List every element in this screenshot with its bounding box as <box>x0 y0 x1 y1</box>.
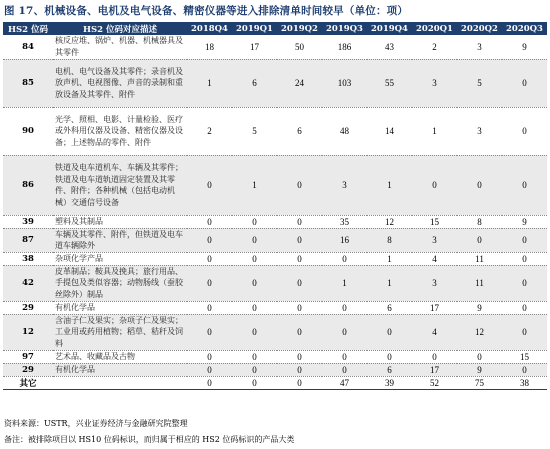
value-cell: 0 <box>457 350 502 363</box>
value-cell: 186 <box>322 35 367 59</box>
value-cell: 0 <box>187 376 232 389</box>
description-cell: 含油子仁及果实；杂项子仁及果实；工业用或药用植物；稻草、秸秆及饲料 <box>53 314 187 350</box>
value-cell: 0 <box>277 155 322 215</box>
value-cell: 0 <box>277 350 322 363</box>
value-cell: 0 <box>187 155 232 215</box>
table-row <box>3 301 547 314</box>
hs2-code-cell: 84 <box>3 35 53 59</box>
table-row <box>3 228 547 252</box>
table-row <box>3 215 547 228</box>
value-cell: 1 <box>367 155 412 215</box>
description-cell <box>53 376 187 389</box>
hs2-code-cell: 86 <box>3 155 53 215</box>
value-cell: 11 <box>457 265 502 301</box>
hs2-code-cell: 42 <box>3 265 53 301</box>
value-cell: 4 <box>412 314 457 350</box>
hs2-code-cell: 87 <box>3 228 53 252</box>
value-cell: 3 <box>457 107 502 155</box>
value-cell: 17 <box>412 363 457 376</box>
value-cell: 0 <box>322 314 367 350</box>
table-row <box>3 265 547 301</box>
value-cell: 0 <box>277 265 322 301</box>
value-cell: 0 <box>277 228 322 252</box>
value-cell: 9 <box>502 35 547 59</box>
value-cell: 47 <box>322 376 367 389</box>
value-cell: 8 <box>457 215 502 228</box>
value-cell: 5 <box>232 107 277 155</box>
value-cell: 0 <box>502 363 547 376</box>
value-cell: 0 <box>232 363 277 376</box>
value-cell: 1 <box>412 107 457 155</box>
value-cell: 50 <box>277 35 322 59</box>
value-cell: 48 <box>322 107 367 155</box>
value-cell: 0 <box>277 314 322 350</box>
exclusion-table <box>3 22 547 390</box>
header-cell: 2019Q1 <box>232 22 277 35</box>
description-cell: 皮革制品；鞍具及挽具；旅行用品、手提包及类似容器；动物肠线（蚕胶丝除外）制品 <box>53 265 187 301</box>
value-cell: 1 <box>187 59 232 107</box>
value-cell: 5 <box>457 59 502 107</box>
value-cell: 0 <box>232 314 277 350</box>
description-cell: 车辆及其零件、附件，但铁道及电车道车辆除外 <box>53 228 187 252</box>
value-cell: 14 <box>367 107 412 155</box>
value-cell: 3 <box>322 155 367 215</box>
description-cell: 塑料及其制品 <box>53 215 187 228</box>
value-cell: 6 <box>367 363 412 376</box>
value-cell: 52 <box>412 376 457 389</box>
value-cell: 3 <box>457 35 502 59</box>
value-cell: 0 <box>277 376 322 389</box>
value-cell: 0 <box>502 107 547 155</box>
value-cell: 18 <box>187 35 232 59</box>
hs2-code-cell: 12 <box>3 314 53 350</box>
value-cell: 9 <box>457 363 502 376</box>
hs2-code-cell: 90 <box>3 107 53 155</box>
table-row <box>3 155 547 215</box>
table-row <box>3 107 547 155</box>
description-cell: 核反应堆、锅炉、机器、机械器具及其零件 <box>53 35 187 59</box>
value-cell: 9 <box>457 301 502 314</box>
description-cell: 电机、电气设备及其零件；录音机及放声机、电视图像、声音的录制和重放设备及其零件、附件 <box>53 59 187 107</box>
description-cell: 艺术品、收藏品及古物 <box>53 350 187 363</box>
value-cell: 0 <box>412 350 457 363</box>
description-cell: 有机化学品 <box>53 301 187 314</box>
value-cell: 0 <box>232 252 277 265</box>
value-cell: 0 <box>187 215 232 228</box>
hs2-code-cell: 其它 <box>3 376 53 389</box>
value-cell: 0 <box>457 228 502 252</box>
value-cell: 6 <box>232 59 277 107</box>
value-cell: 17 <box>232 35 277 59</box>
value-cell: 0 <box>232 350 277 363</box>
source-note: 资料来源：USTR，兴业证券经济与金融研究院整理 <box>4 419 188 428</box>
value-cell: 6 <box>277 107 322 155</box>
value-cell: 0 <box>187 252 232 265</box>
figure-title: 图 17、机械设备、电机及电气设备、精密仪器等进入排除清单时间较早（单位：项） <box>4 5 409 17</box>
value-cell: 0 <box>412 155 457 215</box>
value-cell: 8 <box>367 228 412 252</box>
hs2-code-cell: 38 <box>3 252 53 265</box>
hs2-code-cell: 85 <box>3 59 53 107</box>
value-cell: 1 <box>367 265 412 301</box>
value-cell: 1 <box>232 155 277 215</box>
value-cell: 12 <box>457 314 502 350</box>
value-cell: 38 <box>502 376 547 389</box>
value-cell: 11 <box>457 252 502 265</box>
table-row <box>3 35 547 59</box>
hs2-code-cell: 97 <box>3 350 53 363</box>
value-cell: 0 <box>502 228 547 252</box>
value-cell: 0 <box>232 265 277 301</box>
value-cell: 1 <box>367 252 412 265</box>
value-cell: 1 <box>322 265 367 301</box>
value-cell: 3 <box>412 265 457 301</box>
value-cell: 55 <box>367 59 412 107</box>
value-cell: 0 <box>322 252 367 265</box>
value-cell: 0 <box>187 228 232 252</box>
header-cell: HS2 位码 <box>3 22 53 35</box>
header-cell: HS2 位码对应描述 <box>53 22 187 35</box>
value-cell: 0 <box>502 155 547 215</box>
value-cell: 15 <box>412 215 457 228</box>
value-cell: 2 <box>412 35 457 59</box>
value-cell: 0 <box>277 252 322 265</box>
value-cell: 24 <box>277 59 322 107</box>
description-cell: 杂项化学产品 <box>53 252 187 265</box>
remark-note: 备注：被排除项目以 HS10 位码标识，而归属于相应的 HS2 位码标识的产品大类 <box>4 435 295 444</box>
value-cell: 0 <box>457 155 502 215</box>
header-row <box>3 22 547 35</box>
value-cell: 9 <box>502 215 547 228</box>
value-cell: 0 <box>187 350 232 363</box>
value-cell: 0 <box>187 363 232 376</box>
value-cell: 0 <box>232 301 277 314</box>
value-cell: 0 <box>187 265 232 301</box>
value-cell: 12 <box>367 215 412 228</box>
value-cell: 0 <box>277 363 322 376</box>
description-cell: 光学、照相、电影、计量检验、医疗或外科用仪器及设备、精密仪器及设备；上述物品的零件、附件 <box>53 107 187 155</box>
hs2-code-cell: 29 <box>3 363 53 376</box>
value-cell: 0 <box>367 350 412 363</box>
table-row <box>3 363 547 376</box>
value-cell: 17 <box>412 301 457 314</box>
value-cell: 0 <box>187 314 232 350</box>
value-cell: 4 <box>412 252 457 265</box>
value-cell: 6 <box>367 301 412 314</box>
value-cell: 0 <box>502 265 547 301</box>
header-cell: 2019Q3 <box>322 22 367 35</box>
value-cell: 0 <box>502 301 547 314</box>
value-cell: 2 <box>187 107 232 155</box>
table-row <box>3 314 547 350</box>
description-cell: 铁道及电车道机车、车辆及其零件；铁道及电车道轨道固定装置及其零件、附件；各种机械（包括电动机械）交通信号设备 <box>53 155 187 215</box>
value-cell: 103 <box>322 59 367 107</box>
value-cell: 0 <box>232 215 277 228</box>
hs2-code-cell: 29 <box>3 301 53 314</box>
value-cell: 0 <box>502 314 547 350</box>
header-cell: 2019Q2 <box>277 22 322 35</box>
table-row <box>3 252 547 265</box>
value-cell: 0 <box>502 252 547 265</box>
value-cell: 16 <box>322 228 367 252</box>
hs2-code-cell: 39 <box>3 215 53 228</box>
header-cell: 2020Q1 <box>412 22 457 35</box>
value-cell: 75 <box>457 376 502 389</box>
value-cell: 43 <box>367 35 412 59</box>
value-cell: 0 <box>187 301 232 314</box>
value-cell: 0 <box>277 215 322 228</box>
header-cell: 2019Q4 <box>367 22 412 35</box>
value-cell: 0 <box>277 301 322 314</box>
value-cell: 0 <box>232 376 277 389</box>
header-cell: 2020Q2 <box>457 22 502 35</box>
value-cell: 0 <box>367 314 412 350</box>
value-cell: 0 <box>502 59 547 107</box>
value-cell: 0 <box>322 350 367 363</box>
header-cell: 2018Q4 <box>187 22 232 35</box>
value-cell: 3 <box>412 228 457 252</box>
table-row <box>3 59 547 107</box>
value-cell: 0 <box>322 301 367 314</box>
table-row <box>3 376 547 389</box>
table-row <box>3 350 547 363</box>
value-cell: 0 <box>232 228 277 252</box>
description-cell: 有机化学品 <box>53 363 187 376</box>
value-cell: 39 <box>367 376 412 389</box>
value-cell: 35 <box>322 215 367 228</box>
value-cell: 15 <box>502 350 547 363</box>
value-cell: 3 <box>412 59 457 107</box>
header-cell: 2020Q3 <box>502 22 547 35</box>
value-cell: 0 <box>322 363 367 376</box>
